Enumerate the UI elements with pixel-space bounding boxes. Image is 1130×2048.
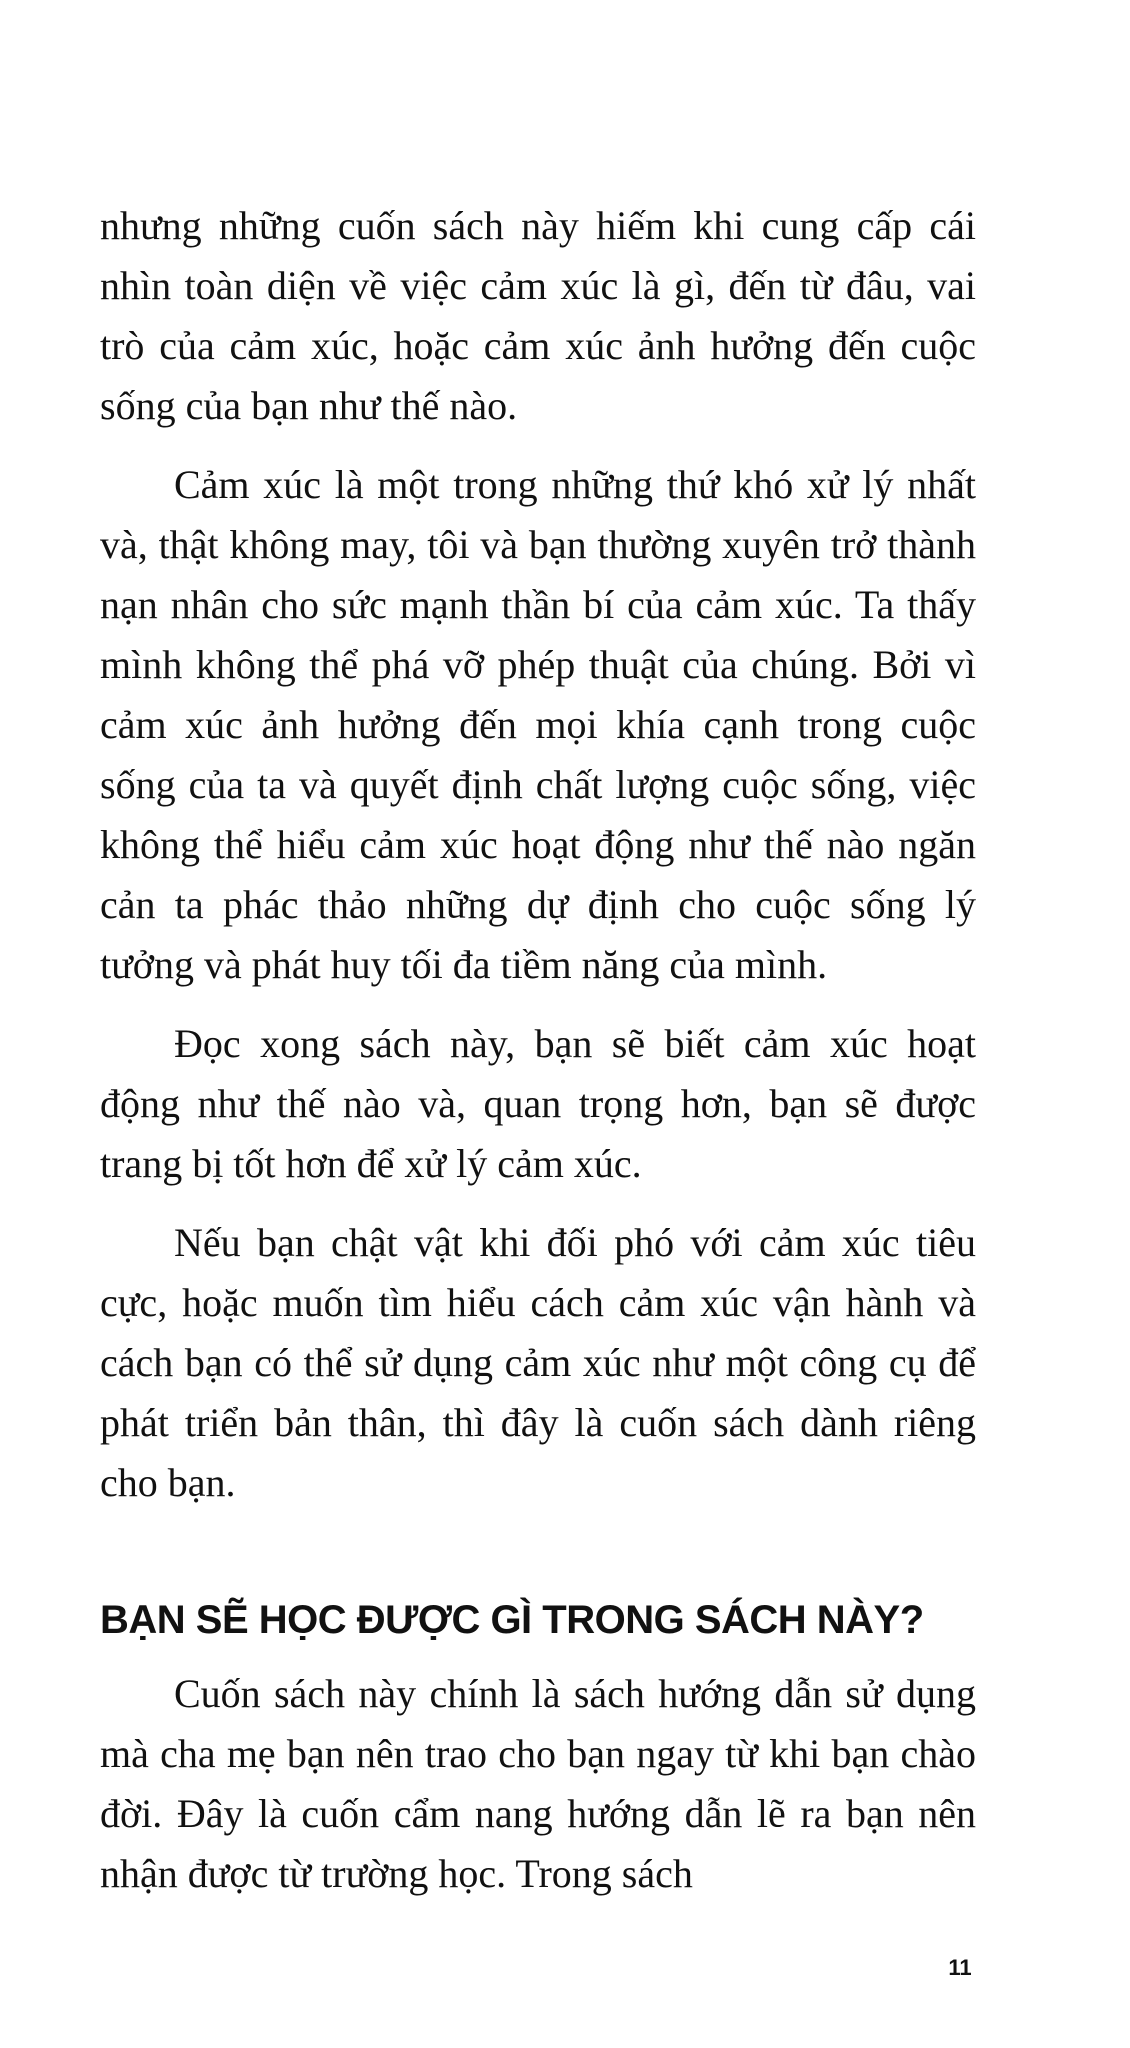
section-heading: BẠN SẼ HỌC ĐƯỢC GÌ TRONG SÁCH NÀY? bbox=[100, 1598, 924, 1642]
paragraph-continuation: nhưng những cuốn sách này hiếm khi cung cấp cái nhìn toàn diện về việc cảm xúc là gì, đến từ đâu, vai trò của cảm xúc, hoặc cảm xúc ảnh hưởng đến cuộc sống của bạn như thế nào. bbox=[100, 203, 976, 428]
paragraph-emotions-difficulty: Cảm xúc là một trong những thứ khó xử lý nhất và, thật không may, tôi và bạn thường xuyên trở thành nạn nhân cho sức mạnh thần bí của cảm xúc. Ta thấy mình không thể phá vỡ phép thuật của chúng. Bởi vì cảm xúc ảnh hưởng đến mọi khía cạnh trong cuộc sống của ta và quyết định chất lượng cuộc sống, việc không thể hiểu cảm xúc hoạt động như thế nào ngăn cản ta phác thảo những dự định cho cuộc sống lý tưởng và phát huy tối đa tiềm năng của mình. bbox=[100, 462, 976, 987]
paragraph-manual: Cuốn sách này chính là sách hướng dẫn sử dụng mà cha mẹ bạn nên trao cho bạn ngay từ khi bạn chào đời. Đây là cuốn cẩm nang hướng dẫn lẽ ra bạn nên nhận được từ trường học. Trong sách bbox=[100, 1671, 976, 1896]
page-number: 11 bbox=[948, 1955, 972, 1980]
paragraph-after-reading: Đọc xong sách này, bạn sẽ biết cảm xúc hoạt động như thế nào và, quan trọng hơn, bạn sẽ được trang bị tốt hơn để xử lý cảm xúc. bbox=[100, 1021, 976, 1186]
paragraph-who-is-it-for: Nếu bạn chật vật khi đối phó với cảm xúc tiêu cực, hoặc muốn tìm hiểu cách cảm xúc vận hành và cách bạn có thể sử dụng cảm xúc như một công cụ để phát triển bản thân, thì đây là cuốn sách dành riêng cho bạn. bbox=[100, 1220, 976, 1505]
page-body bbox=[100, 196, 976, 1923]
